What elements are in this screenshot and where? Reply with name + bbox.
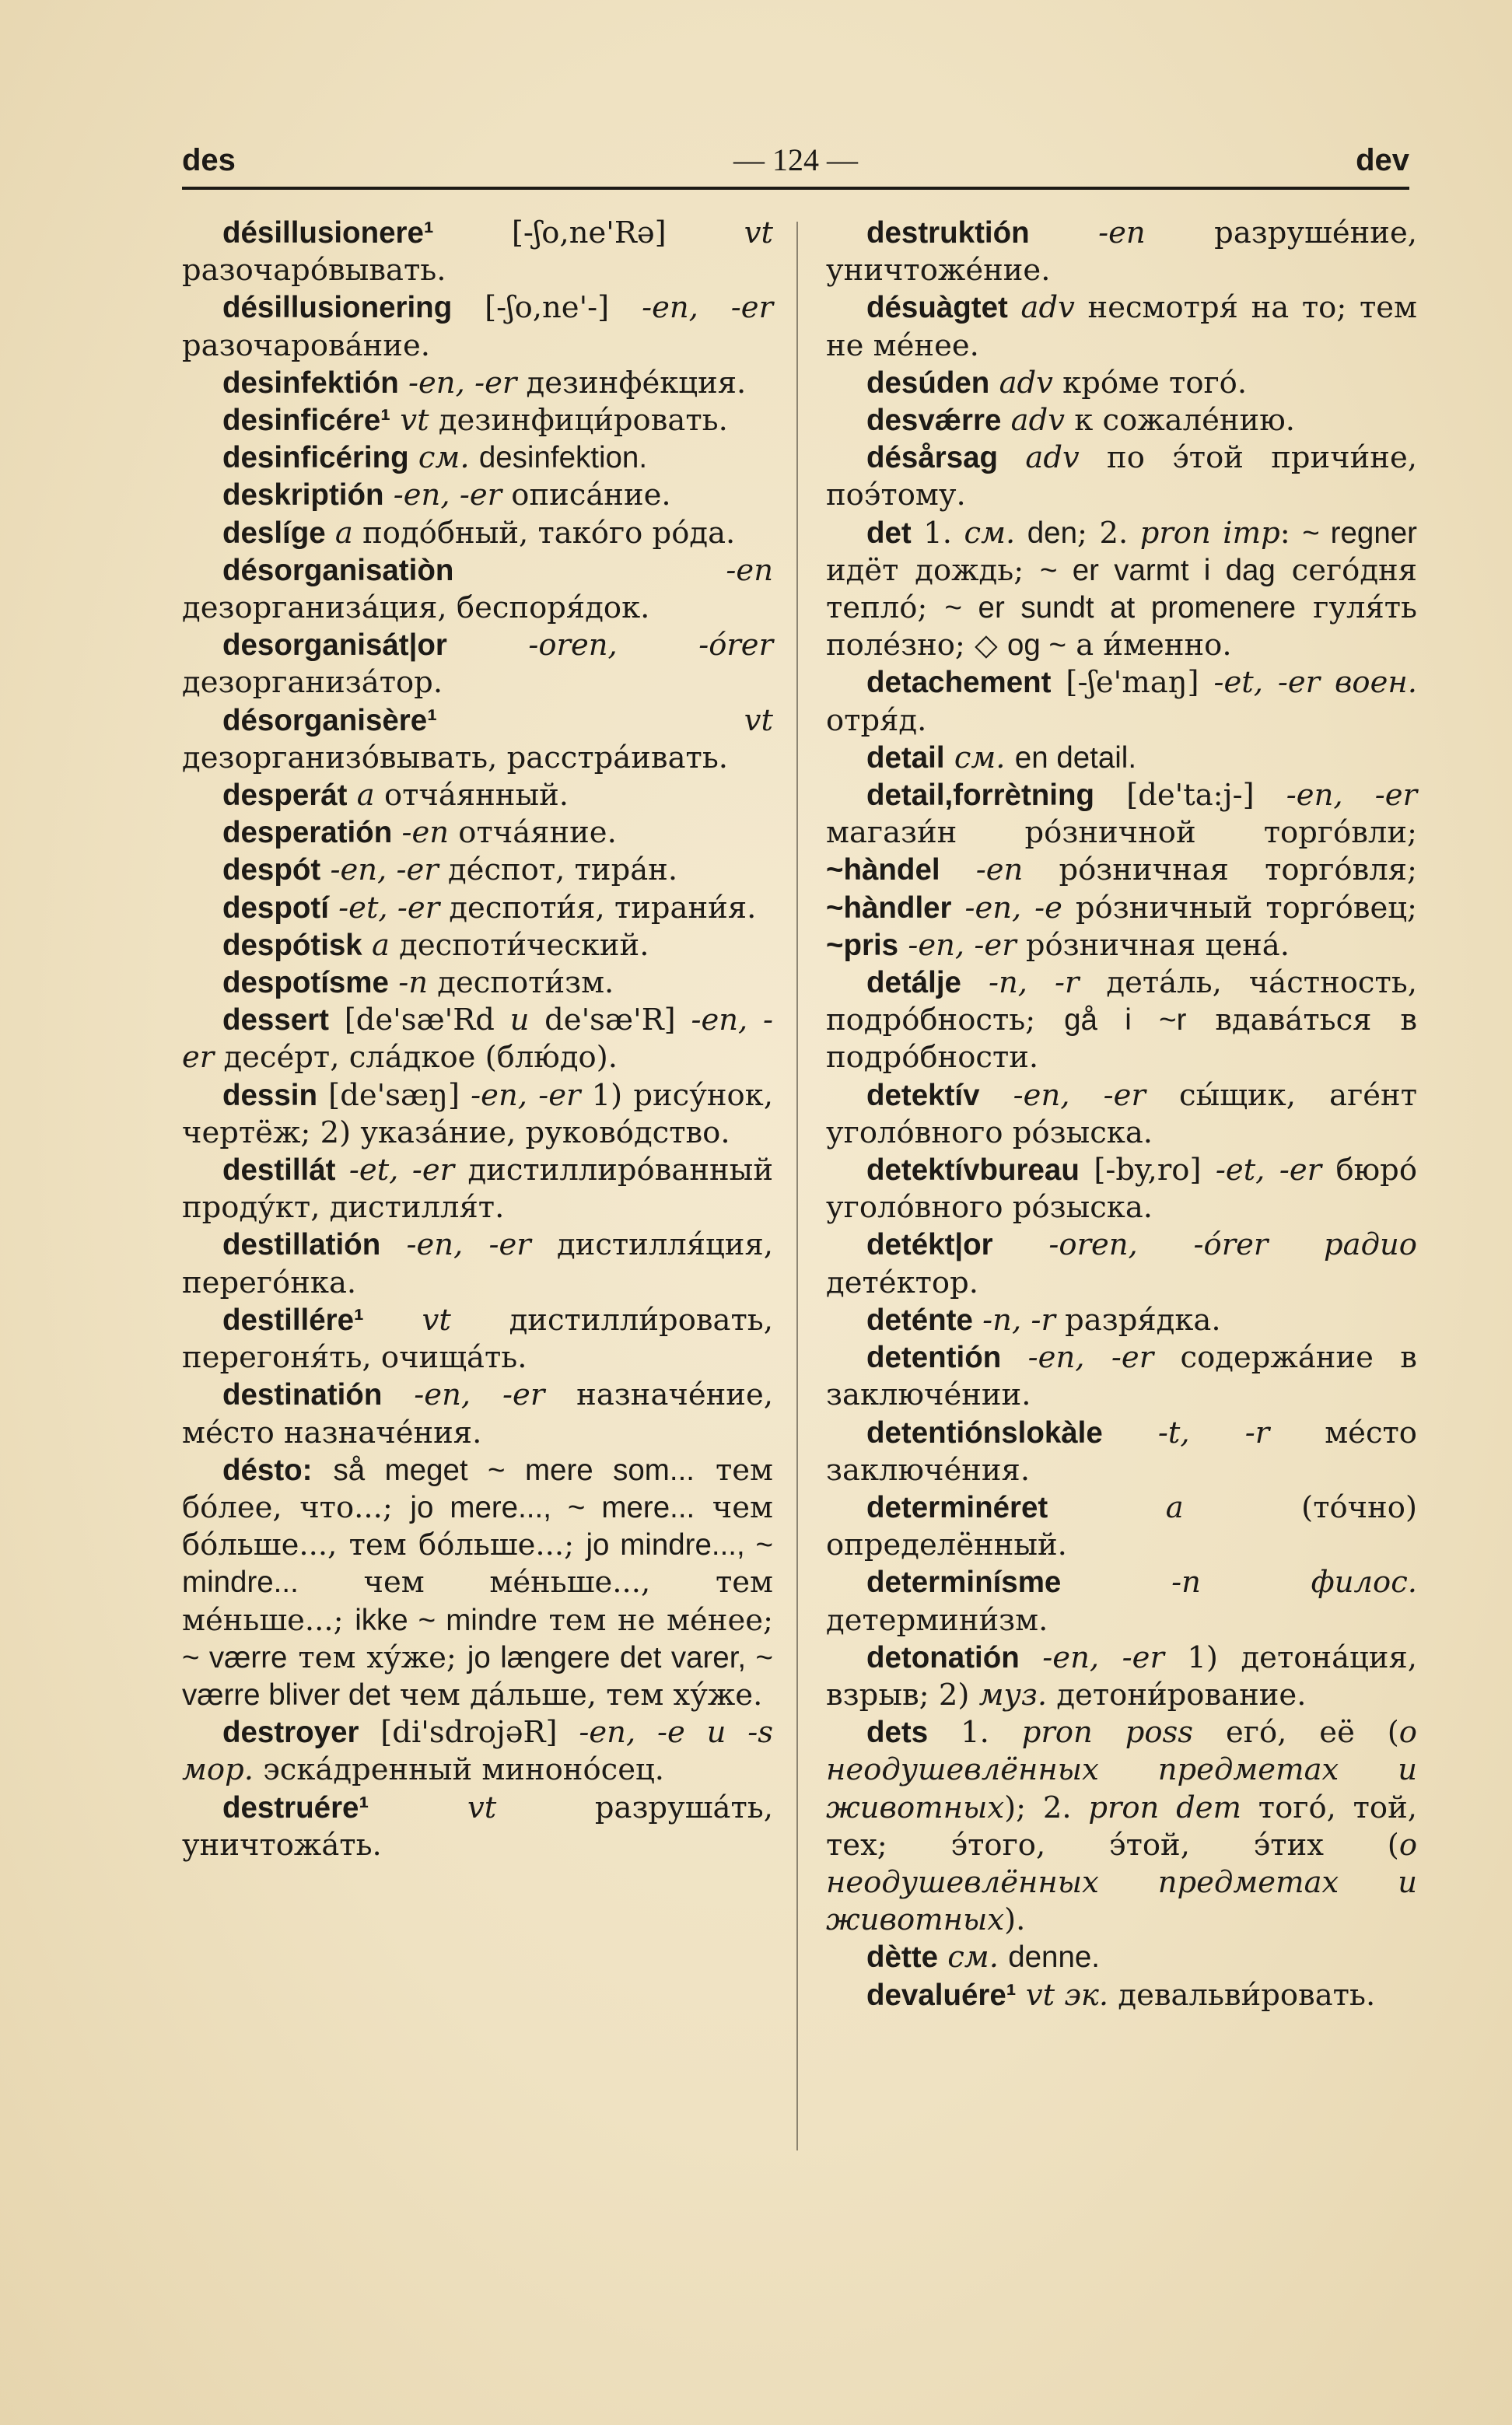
- translation-text: ме́сто заключе́ния.: [826, 1415, 1417, 1488]
- translation-text: идёт дождь;: [826, 552, 1041, 588]
- header-rule: [182, 187, 1409, 190]
- headword: destroyer: [222, 1716, 359, 1750]
- header-last-word: dev: [1356, 143, 1409, 177]
- translation-text: деспоти́зм.: [428, 965, 614, 1001]
- translation-text: :: [1279, 515, 1303, 551]
- headword: desperát: [222, 779, 348, 813]
- column-divider: [796, 222, 798, 2150]
- grammar-note: -en, -er: [414, 1377, 545, 1413]
- grammar-note: -en, -er: [182, 1003, 773, 1076]
- dictionary-entry: [182, 215, 773, 289]
- left-column: [182, 215, 773, 1864]
- translation-text: ); 2.: [1004, 1790, 1089, 1825]
- translation-text: ро́зничная цена́.: [1016, 927, 1290, 963]
- translation-text: [-by,ro]: [1094, 1153, 1216, 1188]
- headword: desperatión: [222, 816, 393, 850]
- grammar-note: -et, -er: [338, 890, 440, 926]
- translation-text: эска́дренный миноно́сец.: [253, 1752, 664, 1788]
- grammar-note: см.: [964, 515, 1016, 551]
- translation-text: дистилли́ровать, перегоня́ть, очища́ть.: [182, 1302, 773, 1376]
- translation-text: десе́рт, сла́дкое (блю́до).: [214, 1040, 618, 1076]
- grammar-note: -en, -er: [406, 1227, 531, 1263]
- dictionary-entry: [826, 740, 1417, 777]
- headword: detentiónslokàle: [866, 1415, 1103, 1450]
- headword: désorganisère¹: [222, 703, 438, 737]
- grammar-note: u: [509, 1003, 530, 1038]
- header-first-word: des: [182, 143, 236, 177]
- dictionary-entry: [826, 1714, 1417, 1939]
- headword: destruktión: [866, 216, 1030, 250]
- translation-text: разруша́ть, уничтожа́ть.: [182, 1790, 773, 1863]
- grammar-note: о неодушевлённых предметах и животных: [826, 1827, 1417, 1938]
- translation-text: вдава́ться в подро́бности.: [826, 1003, 1417, 1076]
- headword: determinísme: [866, 1566, 1062, 1600]
- headword: désorganisatiòn: [222, 553, 454, 587]
- translation-text: 1.: [923, 515, 964, 551]
- translation-text: разочаро́вывать.: [182, 253, 446, 289]
- dictionary-entry: [182, 927, 773, 964]
- translation-text: дистиллиро́ванный проду́кт, дистилля́т.: [182, 1153, 773, 1226]
- translation-text: дезинфици́ровать.: [429, 403, 728, 439]
- example-phrase: så meget ~ mere som...: [333, 1453, 695, 1487]
- headword: detálje: [866, 966, 961, 1000]
- grammar-note: муз.: [978, 1677, 1048, 1713]
- grammar-note: adv: [1010, 403, 1065, 439]
- translation-text: дезорганиза́ция, беспоря́док.: [182, 590, 650, 626]
- grammar-note: -en, -er: [1042, 1639, 1164, 1675]
- dictionary-entry: [182, 1790, 773, 1864]
- example-phrase: ~ er varmt i dag: [1040, 553, 1276, 587]
- dictionary-entry: [182, 515, 773, 552]
- dictionary-entry: [826, 1415, 1417, 1489]
- translation-text: [952, 891, 965, 926]
- example-phrase: gå i ~r: [1064, 1003, 1187, 1038]
- grammar-note: -n, -r: [982, 1302, 1055, 1338]
- grammar-note: -en: [1098, 215, 1146, 250]
- headword: désuàgtet: [866, 291, 1008, 325]
- translation-text: ).: [1004, 1902, 1026, 1938]
- dictionary-entry: [182, 552, 773, 627]
- translation-text: [-ʃo,ne'Rə]: [511, 215, 744, 250]
- dictionary-entry: [182, 365, 773, 402]
- translation-text: [898, 928, 908, 963]
- dictionary-entry: [826, 1639, 1417, 1714]
- translation-text: разочарова́ние.: [182, 327, 430, 363]
- translation-text: [-ʃo,ne'-]: [485, 290, 642, 326]
- example-phrase: jo længere det varer, ~ værre bliver det: [182, 1640, 773, 1712]
- dictionary-entry: [826, 964, 1417, 1077]
- grammar-note: -en: [975, 852, 1024, 888]
- translation-text: магази́н ро́зничной торго́вли;: [826, 815, 1417, 851]
- translation-text: ро́зничный торго́вец;: [1062, 890, 1418, 926]
- grammar-note: vt: [744, 215, 773, 250]
- headword: determinéret: [866, 1490, 1048, 1524]
- headword: deslíge: [222, 516, 326, 550]
- translation-text: деспоти́я, тирани́я.: [439, 890, 757, 926]
- translation-text: кро́ме того́.: [1052, 365, 1248, 401]
- grammar-note: -en: [726, 552, 773, 588]
- grammar-note: -et, -er: [348, 1153, 455, 1188]
- translation-text: дистилля́ция, перего́нка.: [182, 1227, 773, 1300]
- dictionary-entry: [182, 289, 773, 364]
- page-header: [182, 138, 1409, 187]
- headword: désillusionere¹: [222, 216, 434, 250]
- dictionary-entry: [826, 1977, 1417, 2014]
- translation-text: дезорганиза́тор.: [182, 665, 443, 701]
- translation-text: бюро́ уголо́вного ро́зыска.: [826, 1153, 1418, 1226]
- sub-headword: ~pris: [826, 928, 899, 962]
- dictionary-entry: [826, 1226, 1417, 1301]
- grammar-note: -en, -er: [1027, 1340, 1154, 1376]
- dictionary-entry: [826, 777, 1417, 964]
- grammar-note: -n филос.: [1171, 1565, 1417, 1601]
- headword: detonatión: [866, 1640, 1020, 1674]
- headword: despót: [222, 853, 321, 887]
- example-phrase: en detail.: [1014, 740, 1137, 775]
- dictionary-entry: [826, 1077, 1417, 1152]
- grammar-note: -et, -er воен.: [1213, 665, 1417, 701]
- translation-text: чем да́льше, тем ху́же.: [390, 1677, 763, 1713]
- grammar-note: см.: [947, 1940, 999, 1975]
- headword: deténte: [866, 1303, 973, 1337]
- headword: detail: [866, 740, 945, 775]
- grammar-note: adv: [1025, 440, 1080, 476]
- dictionary-entry: [182, 702, 773, 777]
- translation-text: девальви́ровать.: [1108, 1977, 1376, 2013]
- example-phrase: ~ er sundt at promenere: [944, 591, 1297, 625]
- translation-text: подо́бный, тако́го ро́да.: [352, 515, 736, 551]
- dictionary-entry: [182, 627, 773, 702]
- translation-text: чем ме́ньше..., тем ме́ньше...;: [182, 1565, 773, 1638]
- headword: desorganisát|or: [222, 628, 447, 663]
- headword: detachement: [866, 666, 1052, 700]
- grammar-note: a: [1165, 1489, 1184, 1525]
- grammar-note: -n, -r: [988, 965, 1080, 1001]
- dictionary-entry: [182, 402, 773, 439]
- translation-text: [1015, 516, 1027, 551]
- headword: devaluére¹: [866, 1978, 1017, 2012]
- grammar-note: pron dem: [1088, 1790, 1242, 1825]
- dictionary-entry: [182, 814, 773, 852]
- grammar-note: -en: [401, 815, 450, 851]
- dictionary-entry: [826, 439, 1417, 514]
- translation-text: [940, 852, 976, 887]
- translation-text: дезорганизо́вывать, расстра́ивать.: [182, 740, 729, 775]
- translation-text: детони́рование.: [1047, 1677, 1307, 1713]
- dictionary-entry: [182, 852, 773, 889]
- grammar-note: vt: [422, 1302, 451, 1338]
- grammar-note: vt: [744, 702, 773, 738]
- translation-text: [de'sæ'Rd: [344, 1003, 510, 1038]
- translation-text: 1) рису́нок, чертёж; 2) указа́ние, руково́дство.: [182, 1077, 773, 1150]
- headword: désto:: [222, 1453, 313, 1487]
- translation-text: дета́ль, ча́стность, подро́бность;: [826, 965, 1417, 1038]
- dictionary-entry: [182, 964, 773, 1002]
- grammar-note: -en, -er: [393, 478, 502, 513]
- translation-text: детермини́зм.: [826, 1602, 1048, 1638]
- headword: despótisk: [222, 928, 362, 962]
- headword: dessin: [222, 1078, 317, 1112]
- grammar-note: -t, -r: [1157, 1415, 1270, 1450]
- grammar-note: -en, -er: [908, 927, 1017, 963]
- translation-text: его́, её (: [1193, 1715, 1399, 1751]
- headword: detektívbureau: [866, 1153, 1080, 1188]
- translation-text: гуля́ть поле́зно; ◇: [826, 590, 1417, 663]
- grammar-note: -en, -e: [964, 890, 1062, 926]
- grammar-note: a: [356, 778, 375, 814]
- headword: dètte: [866, 1940, 938, 1975]
- grammar-note: vt: [467, 1790, 497, 1825]
- example-phrase: den: [1027, 516, 1078, 550]
- translation-text: назначе́ние, ме́сто назначе́ния.: [182, 1377, 773, 1450]
- dictionary-entry: [826, 289, 1417, 364]
- headword: désillusionering: [222, 291, 453, 325]
- grammar-note: -en, -er: [330, 852, 439, 888]
- translation-text: к сожале́нию.: [1064, 403, 1295, 439]
- translation-text: [de'sæŋ]: [328, 1077, 471, 1113]
- headword: desvǽrre: [866, 404, 1002, 438]
- translation-text: [di'sdrojəR]: [380, 1715, 579, 1751]
- translation-text: дете́ктор.: [826, 1265, 978, 1300]
- page-number: — 124 —: [733, 142, 858, 177]
- grammar-note: vt: [400, 403, 429, 439]
- translation-text: чем бо́льше..., тем бо́льше...;: [182, 1489, 773, 1563]
- dictionary-entry: [182, 777, 773, 814]
- translation-text: 1) детона́ция, взрыв; 2): [826, 1639, 1417, 1713]
- headword: desinficére¹: [222, 404, 391, 438]
- headword: det: [866, 516, 912, 550]
- translation-text: того́, той, тех; э́того, э́той, э́тих (: [826, 1790, 1417, 1863]
- translation-text: [-ʃe'maŋ]: [1066, 665, 1214, 701]
- translation-text: ро́зничная торго́вля;: [1023, 852, 1417, 888]
- grammar-note: -en, -er: [1013, 1077, 1146, 1113]
- translation-text: (то́чно) определённый.: [826, 1489, 1417, 1563]
- grammar-note: -en, -er: [408, 365, 517, 401]
- translation-text: тем не ме́нее;: [537, 1602, 773, 1638]
- headword: désårsag: [866, 441, 999, 475]
- headword: dets: [866, 1716, 929, 1750]
- example-phrase: ~ værre: [182, 1640, 288, 1674]
- grammar-note: -oren, -órer: [528, 628, 773, 663]
- dictionary-entry: [826, 664, 1417, 739]
- dictionary-entry: [182, 890, 773, 927]
- headword: despotí: [222, 891, 329, 925]
- translation-text: [470, 440, 479, 475]
- translation-text: а и́менно.: [1066, 628, 1232, 663]
- translation-text: содержа́ние в заключе́нии.: [826, 1340, 1417, 1413]
- translation-text: [1006, 740, 1015, 775]
- dictionary-entry: [826, 365, 1417, 402]
- dictionary-entry: [826, 515, 1417, 665]
- dictionary-entry: [826, 1939, 1417, 1976]
- grammar-note: о неодушевлённых предметах и животных: [826, 1715, 1417, 1825]
- translation-text: описа́ние.: [502, 478, 671, 513]
- headword: dessert: [222, 1003, 329, 1038]
- dictionary-entry: [182, 1002, 773, 1076]
- dictionary-entry: [182, 1077, 773, 1152]
- example-phrase: og ~: [1006, 628, 1066, 663]
- headword: destillát: [222, 1153, 336, 1188]
- headword: destillatión: [222, 1228, 381, 1262]
- headword: detail,forrètning: [866, 779, 1095, 813]
- grammar-note: см.: [954, 740, 1006, 775]
- headword: detékt|or: [866, 1228, 993, 1262]
- translation-text: тем бо́лее, что...;: [182, 1452, 773, 1525]
- dictionary-entry: [826, 1564, 1417, 1639]
- dictionary-entry: [182, 1152, 773, 1226]
- grammar-note: см.: [418, 440, 470, 476]
- headword: detentión: [866, 1341, 1002, 1375]
- example-phrase: jo mindre..., ~ mindre...: [182, 1528, 773, 1600]
- translation-text: разруше́ние, уничтоже́ние.: [826, 215, 1417, 289]
- dictionary-entry: [182, 1452, 773, 1714]
- dictionary-entry: [182, 1226, 773, 1301]
- translation-text: деспоти́ческий.: [389, 927, 649, 963]
- dictionary-entry: [826, 1302, 1417, 1339]
- sub-headword: ~hàndel: [826, 853, 940, 887]
- grammar-note: -en, -er: [471, 1077, 581, 1113]
- translation-text: тем ху́же;: [287, 1639, 467, 1675]
- headword: desinficéring: [222, 441, 409, 475]
- grammar-note: -et, -er: [1215, 1153, 1322, 1188]
- dictionary-entry: [826, 215, 1417, 289]
- example-phrase: ~ regner: [1302, 516, 1417, 550]
- translation-text: de'sæ'R]: [529, 1003, 691, 1038]
- dictionary-entry: [182, 477, 773, 514]
- dictionary-entry: [182, 1302, 773, 1377]
- translation-text: разря́дка.: [1055, 1302, 1221, 1338]
- grammar-note: vt эк.: [1025, 1977, 1109, 2013]
- right-column: [826, 215, 1417, 2014]
- headword: desúden: [866, 366, 990, 400]
- grammar-note: pron imp: [1139, 515, 1280, 551]
- example-phrase: ikke ~ mindre: [355, 1603, 537, 1637]
- example-phrase: desinfektion.: [478, 441, 648, 475]
- grammar-note: adv: [999, 365, 1053, 401]
- translation-text: несмотря́ на то; тем не ме́нее.: [826, 290, 1417, 363]
- grammar-note: -en, -er: [1286, 778, 1417, 814]
- sub-headword: ~hàndler: [826, 891, 952, 925]
- example-phrase: denne.: [1008, 1940, 1100, 1975]
- dictionary-entry: [182, 1377, 773, 1451]
- headword: despotísme: [222, 966, 389, 1000]
- grammar-note: pron poss: [1021, 1715, 1194, 1751]
- grammar-note: adv: [1020, 290, 1075, 326]
- grammar-note: -oren, -órer радио: [1048, 1227, 1417, 1263]
- dictionary-entry: [826, 1339, 1417, 1414]
- translation-text: [999, 1940, 1008, 1975]
- dictionary-entry: [826, 1152, 1417, 1226]
- translation-text: отча́яние.: [449, 815, 617, 851]
- headword: destinatión: [222, 1378, 383, 1412]
- translation-text: отря́д.: [826, 702, 927, 738]
- example-phrase: jo mere..., ~ mere...: [410, 1490, 695, 1524]
- dictionary-entry: [182, 439, 773, 477]
- headword: detektív: [866, 1078, 980, 1112]
- grammar-note: -en, -e u -s мор.: [182, 1715, 773, 1788]
- translation-text: [de'ta:j-]: [1126, 778, 1286, 814]
- grammar-note: -n: [398, 965, 429, 1001]
- translation-text: отча́янный.: [374, 778, 569, 814]
- translation-text: сы́щик, аге́нт уголо́вного ро́зыска.: [826, 1077, 1417, 1150]
- headword: deskriptión: [222, 478, 384, 513]
- translation-text: ; 2.: [1077, 515, 1140, 551]
- dictionary-entry: [182, 1714, 773, 1789]
- headword: destillére¹: [222, 1303, 364, 1337]
- grammar-note: -en, -er: [642, 290, 773, 326]
- dictionary-entry: [826, 1489, 1417, 1564]
- headword: destruére¹: [222, 1790, 369, 1825]
- headword: desinfektión: [222, 366, 399, 400]
- translation-text: сего́дня тепло́;: [826, 552, 1418, 626]
- grammar-note: a: [371, 927, 390, 963]
- dictionary-entry: [826, 402, 1417, 439]
- translation-text: дезинфе́кция.: [516, 365, 747, 401]
- translation-text: де́спот, тира́н.: [438, 852, 678, 888]
- translation-text: 1.: [961, 1715, 1022, 1751]
- grammar-note: a: [334, 515, 353, 551]
- translation-text: по э́той причи́не, поэ́тому.: [826, 440, 1417, 513]
